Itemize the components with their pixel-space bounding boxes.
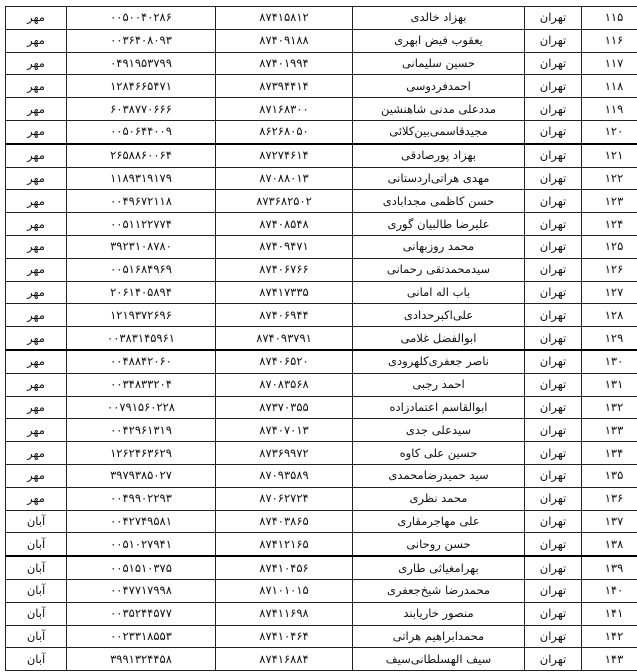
phone-cell: ۸۷۰۹۳۵۸۹ [216,464,353,487]
phone-cell: ۸۷۳۶۸۲۵۰۲ [216,190,353,213]
city-cell: تهران [525,7,582,30]
name-cell: محمد نظری [353,487,525,510]
table-row [6,487,637,510]
name-cell: حسین علی کاوه [353,442,525,465]
city-cell: تهران [525,625,582,648]
table-row [6,52,637,75]
row-number-cell: ۱۱۶ [582,29,637,52]
month-cell: آبان [6,556,67,579]
name-cell: علی‌اکبرحدادی [353,304,525,327]
records-table-body [6,7,637,671]
name-cell: حسن کاظمی مجدابادی [353,190,525,213]
phone-cell: ۸۷۴۱۲۱۶۵ [216,533,353,556]
month-cell: آبان [6,625,67,648]
national-code-cell: ۰۰۳۵۲۴۴۵۷۷ [67,602,216,625]
row-number-cell: ۱۳۸ [582,533,637,556]
phone-cell: ۸۷۰۶۲۷۲۴ [216,487,353,510]
month-cell: مهر [6,75,67,98]
name-cell: علیرضا طالبیان گوری [353,213,525,236]
table-row [6,258,637,281]
city-cell: تهران [525,648,582,671]
row-number-cell: ۱۴۱ [582,602,637,625]
table-row [6,373,637,396]
row-number-cell: ۱۲۸ [582,304,637,327]
row-number-cell: ۱۳۳ [582,419,637,442]
national-code-cell: ۰۰۳۴۸۳۳۲۰۴ [67,373,216,396]
phone-cell: ۸۷۱۰۱۰۱۵ [216,579,353,602]
phone-cell: ۸۷۱۶۸۳۰۰ [216,98,353,121]
national-code-cell: ۰۰۴۹۹۰۲۲۹۳ [67,487,216,510]
city-cell: تهران [525,510,582,533]
national-code-cell: ۰۰۴۷۷۱۷۹۹۸ [67,579,216,602]
month-cell: مهر [6,281,67,304]
table-row [6,327,637,350]
row-number-cell: ۱۳۵ [582,464,637,487]
month-cell: مهر [6,442,67,465]
row-number-cell: ۱۴۳ [582,648,637,671]
row-number-cell: ۱۲۷ [582,281,637,304]
national-code-cell: ۰۰۳۶۴۰۸۰۹۳ [67,29,216,52]
table-row [6,579,637,602]
phone-cell: ۸۷۴۰۶۵۲۰ [216,350,353,373]
row-number-cell: ۱۲۲ [582,167,637,190]
month-cell: آبان [6,602,67,625]
phone-cell: ۸۷۴۰۱۹۹۴ [216,52,353,75]
name-cell: احمد رجبی [353,373,525,396]
table-row [6,281,637,304]
name-cell: ابوالقاسم اعتمادزاده [353,396,525,419]
table-row [6,602,637,625]
national-code-cell: ۶۰۳۸۷۷۰۶۶۶ [67,98,216,121]
table-row [6,7,637,30]
phone-cell: ۸۷۴۰۶۷۶۶ [216,258,353,281]
name-cell: احمدفردوسی [353,75,525,98]
row-number-cell: ۱۱۵ [582,7,637,30]
national-code-cell: ۰۰۵۱۵۱۰۳۷۵ [67,556,216,579]
name-cell: مهدی هراتی‌اردستانی [353,167,525,190]
phone-cell: ۸۷۴۰۶۹۴۴ [216,304,353,327]
national-code-cell: ۰۰۴۸۸۴۲۰۶۰ [67,350,216,373]
city-cell: تهران [525,350,582,373]
month-cell: مهر [6,98,67,121]
row-number-cell: ۱۳۷ [582,510,637,533]
city-cell: تهران [525,235,582,258]
city-cell: تهران [525,602,582,625]
table-row [6,464,637,487]
city-cell: تهران [525,487,582,510]
name-cell: باب اله امانی [353,281,525,304]
city-cell: تهران [525,442,582,465]
national-code-cell: ۰۰۴۹۶۷۲۱۱۸ [67,190,216,213]
row-number-cell: ۱۳۲ [582,396,637,419]
row-number-cell: ۱۲۰ [582,120,637,143]
month-cell: مهر [6,350,67,373]
city-cell: تهران [525,190,582,213]
table-row [6,625,637,648]
table-row [6,396,637,419]
national-code-cell: ۰۴۹۱۹۵۳۷۹۹ [67,52,216,75]
national-code-cell: ۰۰۴۲۹۶۱۳۱۹ [67,419,216,442]
row-number-cell: ۱۱۷ [582,52,637,75]
table-row [6,304,637,327]
phone-cell: ۸۷۴۰۹۱۸۸ [216,29,353,52]
name-cell: بهزاد خالدی [353,7,525,30]
month-cell: مهر [6,487,67,510]
row-number-cell: ۱۳۱ [582,373,637,396]
name-cell: محمد روزبهانی [353,235,525,258]
city-cell: تهران [525,419,582,442]
national-code-cell: ۲۰۶۱۴۰۵۸۹۴ [67,281,216,304]
name-cell: بهرامغیاثی طاری [353,556,525,579]
row-number-cell: ۱۲۱ [582,144,637,167]
national-code-cell: ۰۰۵۱۶۸۴۹۶۹ [67,258,216,281]
name-cell: حسین سلیمانی [353,52,525,75]
records-table [5,6,637,671]
phone-cell: ۸۷۳۶۹۹۷۲ [216,442,353,465]
phone-cell: ۸۷۴۰۸۵۴۸ [216,213,353,236]
national-code-cell: ۰۰۲۳۳۱۸۵۵۳ [67,625,216,648]
table-row [6,75,637,98]
table-row [6,98,637,121]
month-cell: مهر [6,396,67,419]
table-row [6,648,637,671]
table-row [6,533,637,556]
phone-cell: ۸۷۴۰۹۴۷۱ [216,235,353,258]
city-cell: تهران [525,533,582,556]
phone-cell: ۸۷۴۱۱۶۹۸ [216,602,353,625]
table-row [6,556,637,579]
name-cell: حسن روحانی [353,533,525,556]
row-number-cell: ۱۴۰ [582,579,637,602]
table-row [6,235,637,258]
name-cell: مددعلی مدنی شاهنشین [353,98,525,121]
city-cell: تهران [525,373,582,396]
city-cell: تهران [525,144,582,167]
city-cell: تهران [525,29,582,52]
phone-cell: ۸۷۰۸۸۰۱۳ [216,167,353,190]
phone-cell: ۸۷۳۹۴۴۱۴ [216,75,353,98]
row-number-cell: ۱۲۴ [582,213,637,236]
phone-cell: ۸۷۴۱۶۸۸۴ [216,648,353,671]
name-cell: سیدمحمدتقی رحمانی [353,258,525,281]
name-cell: محمدابراهیم هراتی [353,625,525,648]
phone-cell: ۸۷۴۱۰۴۶۴ [216,625,353,648]
phone-cell: ۸۷۴۰۳۸۶۵ [216,510,353,533]
national-code-cell: ۳۹۹۱۳۲۴۴۵۸ [67,648,216,671]
table-row [6,350,637,373]
phone-cell: ۸۷۰۸۳۵۶۸ [216,373,353,396]
row-number-cell: ۱۳۴ [582,442,637,465]
table-row [6,442,637,465]
name-cell: بهزاد پورصادقی [353,144,525,167]
month-cell: مهر [6,373,67,396]
city-cell: تهران [525,396,582,419]
table-row [6,190,637,213]
row-number-cell: ۱۲۹ [582,327,637,350]
month-cell: مهر [6,29,67,52]
table-row [6,120,637,143]
city-cell: تهران [525,258,582,281]
city-cell: تهران [525,304,582,327]
national-code-cell: ۱۱۸۹۳۱۹۱۷۹ [67,167,216,190]
city-cell: تهران [525,556,582,579]
row-number-cell: ۱۳۹ [582,556,637,579]
month-cell: آبان [6,648,67,671]
table-row [6,213,637,236]
national-code-cell: ۱۲۸۴۶۶۵۴۷۱ [67,75,216,98]
table-row [6,510,637,533]
national-code-cell: ۳۹۷۹۳۸۵۰۲۷ [67,464,216,487]
month-cell: مهر [6,7,67,30]
month-cell: مهر [6,304,67,327]
table-row [6,419,637,442]
national-code-cell: ۰۰۵۰۶۴۴۰۰۹ [67,120,216,143]
national-code-cell: ۰۰۴۲۷۴۹۵۸۱ [67,510,216,533]
row-number-cell: ۱۲۶ [582,258,637,281]
national-code-cell: ۳۹۲۳۱۰۸۷۸۰ [67,235,216,258]
month-cell: مهر [6,419,67,442]
phone-cell: ۸۷۴۱۵۸۱۲ [216,7,353,30]
row-number-cell: ۱۲۵ [582,235,637,258]
phone-cell: ۸۷۳۷۰۳۵۵ [216,396,353,419]
name-cell: سید حمیدرضامحمدی [353,464,525,487]
phone-cell: ۸۷۴۱۰۴۵۶ [216,556,353,579]
name-cell: علی مهاجرمقاری [353,510,525,533]
name-cell: منصور خاریابند [353,602,525,625]
phone-cell: ۸۷۴۱۷۳۳۵ [216,281,353,304]
month-cell: مهر [6,464,67,487]
national-code-cell: ۰۰۵۱۱۲۲۷۷۴ [67,213,216,236]
month-cell: مهر [6,120,67,143]
phone-cell: ۸۶۲۶۸۰۵۰ [216,120,353,143]
month-cell: آبان [6,533,67,556]
name-cell: مجیدقاسمی‌بین‌کلائی [353,120,525,143]
city-cell: تهران [525,75,582,98]
month-cell: مهر [6,327,67,350]
month-cell: مهر [6,258,67,281]
name-cell: سیف الهسلطانی‌سیف [353,648,525,671]
row-number-cell: ۱۱۸ [582,75,637,98]
city-cell: تهران [525,281,582,304]
month-cell: مهر [6,167,67,190]
row-number-cell: ۱۳۶ [582,487,637,510]
month-cell: آبان [6,579,67,602]
name-cell: ناصر جعفری‌کلهرودی [353,350,525,373]
city-cell: تهران [525,167,582,190]
city-cell: تهران [525,120,582,143]
row-number-cell: ۱۲۳ [582,190,637,213]
month-cell: مهر [6,144,67,167]
national-code-cell: ۲۶۵۸۸۶۰۰۶۴ [67,144,216,167]
month-cell: آبان [6,510,67,533]
city-cell: تهران [525,579,582,602]
month-cell: مهر [6,190,67,213]
city-cell: تهران [525,464,582,487]
national-code-cell: ۱۲۶۲۴۶۳۶۲۹ [67,442,216,465]
row-number-cell: ۱۱۹ [582,98,637,121]
national-code-cell: ۱۲۱۹۳۷۲۶۹۶ [67,304,216,327]
city-cell: تهران [525,98,582,121]
month-cell: مهر [6,213,67,236]
name-cell: یعقوب فیض ابهری [353,29,525,52]
table-row [6,167,637,190]
name-cell: ابوالفضل غلامی [353,327,525,350]
month-cell: مهر [6,235,67,258]
row-number-cell: ۱۴۲ [582,625,637,648]
name-cell: محمدرضا شیخ‌جعفری [353,579,525,602]
city-cell: تهران [525,213,582,236]
city-cell: تهران [525,52,582,75]
city-cell: تهران [525,327,582,350]
national-code-cell: ۰۰۳۸۳۱۴۵۹۶۱ [67,327,216,350]
month-cell: مهر [6,52,67,75]
row-number-cell: ۱۳۰ [582,350,637,373]
phone-cell: ۸۷۴۰۹۳۷۹۱ [216,327,353,350]
table-row [6,29,637,52]
phone-cell: ۸۷۴۰۷۰۱۳ [216,419,353,442]
table-row [6,144,637,167]
national-code-cell: ۰۰۵۱۰۲۷۹۴۱ [67,533,216,556]
name-cell: سیدعلی جدی [353,419,525,442]
phone-cell: ۸۷۲۷۴۶۱۴ [216,144,353,167]
national-code-cell: ۰۰۵۰۰۴۰۲۸۶ [67,7,216,30]
national-code-cell: ۰۰۷۹۱۵۶۰۲۲۸ [67,396,216,419]
